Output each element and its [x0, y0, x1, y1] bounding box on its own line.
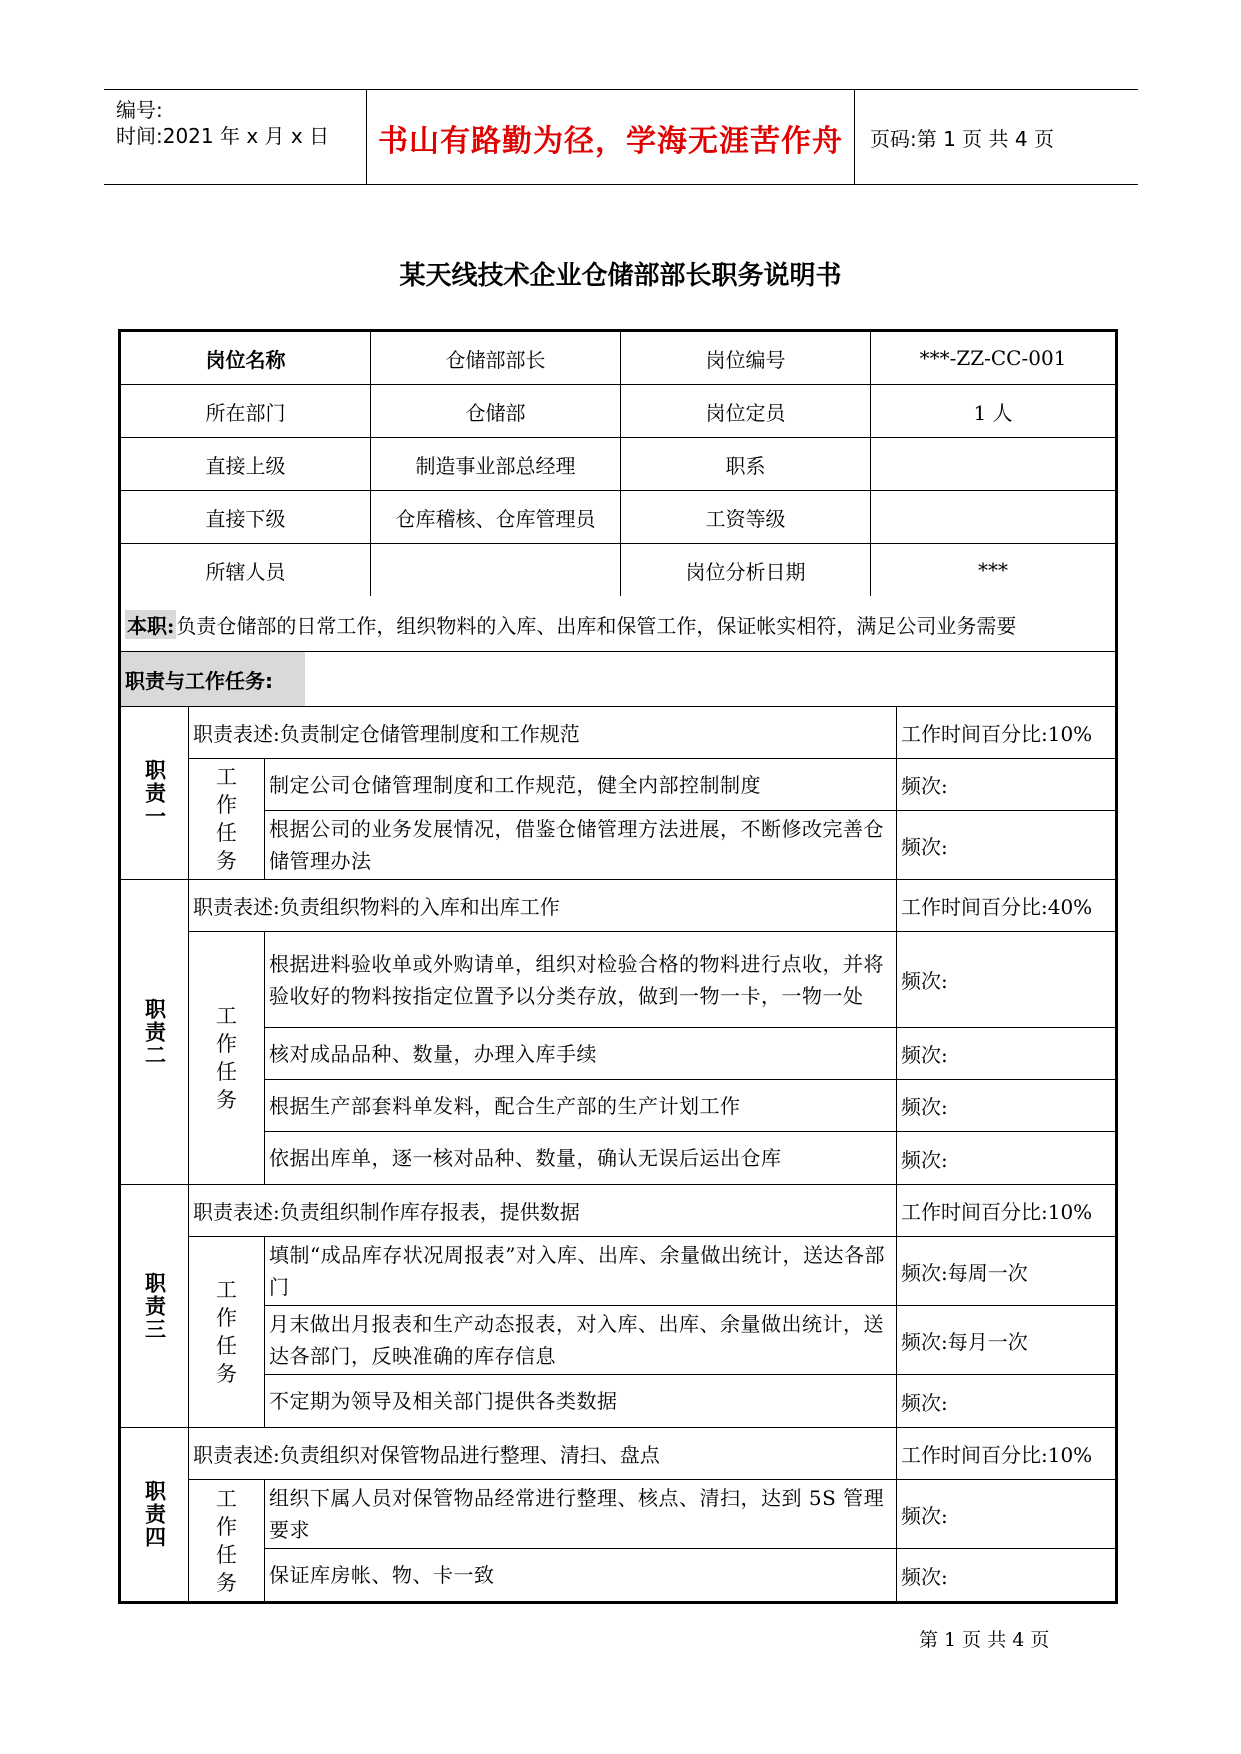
task-text: 填制“成品库存状况周报表”对入库、出库、余量做出统计，送达各部门 [265, 1237, 897, 1305]
task-row [265, 1080, 1115, 1132]
task-row [265, 759, 1115, 811]
info-label: 工资等级 [621, 491, 871, 543]
main-duty-row [121, 597, 1115, 652]
task-text: 根据进料验收单或外购请单，组织对检验合格的物料进行点收，并将验收好的物料按指定位置予以分类存放，做到一物一卡，一物一处 [265, 932, 897, 1027]
duty-summary: 职责表述:负责组织制作库存报表，提供数据 [189, 1185, 897, 1236]
info-row [121, 385, 1115, 438]
info-value [371, 544, 621, 596]
info-row [121, 491, 1115, 544]
tasks-label: 工作任务 [189, 932, 265, 1184]
task-text: 依据出库单，逐一核对品种、数量，确认无误后运出仓库 [265, 1132, 897, 1184]
duty-block [121, 707, 1115, 880]
info-label: 岗位编号 [621, 332, 871, 384]
info-value: 仓库稽核、仓库管理员 [371, 491, 621, 543]
task-row [265, 1306, 1115, 1375]
info-row [121, 544, 1115, 597]
info-value: ***-ZZ-CC-001 [919, 346, 1067, 370]
task-frequency: 频次: [901, 1095, 948, 1119]
duty-percent: 工作时间百分比:10% [901, 1443, 1093, 1467]
task-frequency: 频次:每周一次 [901, 1260, 1028, 1285]
task-frequency: 频次: [901, 969, 948, 993]
duty-label: 职责一 [121, 707, 189, 879]
duty-label: 职责二 [121, 880, 189, 1184]
info-label: 岗位分析日期 [621, 544, 871, 596]
main-duty-label: 本职: [125, 610, 176, 639]
task-frequency: 频次: [901, 1390, 948, 1415]
tasks-label: 工作任务 [189, 1480, 265, 1601]
duty-percent: 工作时间百分比:10% [901, 1200, 1093, 1224]
duty-label: 职责三 [121, 1185, 189, 1427]
job-description-table [118, 329, 1118, 1604]
task-row [265, 1237, 1115, 1306]
info-value: *** [978, 558, 1008, 582]
duties-heading: 职责与工作任务: [121, 652, 305, 706]
page-header [104, 89, 1138, 185]
info-value [871, 438, 1115, 490]
info-row [121, 332, 1115, 385]
task-row [265, 1132, 1115, 1184]
task-text: 组织下属人员对保管物品经常进行整理、核点、清扫，达到 5S 管理要求 [265, 1480, 897, 1548]
task-row [265, 1375, 1115, 1427]
task-row [265, 1549, 1115, 1601]
info-value: 1 人 [973, 400, 1013, 425]
header-divider [854, 90, 855, 184]
info-value: 仓储部部长 [371, 332, 621, 384]
task-row [265, 1028, 1115, 1080]
task-row [265, 932, 1115, 1028]
task-frequency: 频次: [901, 1503, 948, 1528]
tasks-label: 工作任务 [189, 759, 265, 879]
duty-percent: 工作时间百分比:10% [901, 722, 1093, 746]
task-frequency: 频次:每月一次 [901, 1329, 1028, 1354]
time-label: 时间:2021 年 x 月 x 日 [116, 124, 330, 148]
task-frequency: 频次: [901, 1043, 948, 1067]
info-label: 直接上级 [121, 438, 371, 490]
info-label: 岗位定员 [621, 385, 871, 437]
info-value: 仓储部 [371, 385, 621, 437]
duty-block [121, 1428, 1115, 1601]
duties-heading-row [121, 652, 1115, 707]
task-text: 核对成品品种、数量，办理入库手续 [265, 1028, 897, 1079]
task-frequency: 频次: [901, 1564, 948, 1589]
duty-percent: 工作时间百分比:40% [901, 895, 1093, 919]
task-text: 制定公司仓储管理制度和工作规范，健全内部控制制度 [265, 759, 897, 810]
info-label: 职系 [621, 438, 871, 490]
task-text: 根据生产部套料单发料，配合生产部的生产计划工作 [265, 1080, 897, 1131]
duty-summary: 职责表述:负责组织对保管物品进行整理、清扫、盘点 [189, 1428, 897, 1479]
page-footer: 第 1 页 共 4 页 [919, 1629, 1050, 1651]
task-frequency: 频次: [901, 1147, 948, 1172]
info-row [121, 438, 1115, 491]
duty-label: 职责四 [121, 1428, 189, 1601]
task-frequency: 频次: [901, 774, 948, 798]
info-label: 所辖人员 [121, 544, 371, 596]
main-duty-text: 负责仓储部的日常工作，组织物料的入库、出库和保管工作，保证帐实相符，满足公司业务需要 [176, 613, 1017, 638]
info-label: 岗位名称 [121, 332, 371, 384]
document-title: 某天线技术企业仓储部部长职务说明书 [399, 261, 842, 291]
duty-block [121, 1185, 1115, 1428]
page-indicator: 页码:第 1 页 共 4 页 [870, 127, 1054, 151]
task-text: 根据公司的业务发展情况，借鉴仓储管理方法进展，不断修改完善仓储管理办法 [265, 811, 897, 879]
info-value [871, 491, 1115, 543]
duty-summary: 职责表述:负责制定仓储管理制度和工作规范 [189, 707, 897, 758]
duty-summary: 职责表述:负责组织物料的入库和出库工作 [189, 880, 897, 931]
task-row [265, 811, 1115, 879]
tasks-label: 工作任务 [189, 1237, 265, 1427]
motto: 书山有路勤为径，学海无涯苦作舟 [378, 124, 843, 159]
task-text: 月末做出月报表和生产动态报表，对入库、出库、余量做出统计，送达各部门，反映准确的库存信息 [265, 1306, 897, 1374]
task-row [265, 1480, 1115, 1549]
info-label: 直接下级 [121, 491, 371, 543]
code-label: 编号: [116, 98, 163, 122]
task-frequency: 频次: [901, 834, 948, 859]
info-label: 所在部门 [121, 385, 371, 437]
task-text: 保证库房帐、物、卡一致 [265, 1549, 897, 1601]
info-value: 制造事业部总经理 [371, 438, 621, 490]
task-text: 不定期为领导及相关部门提供各类数据 [265, 1375, 897, 1427]
duty-block [121, 880, 1115, 1185]
